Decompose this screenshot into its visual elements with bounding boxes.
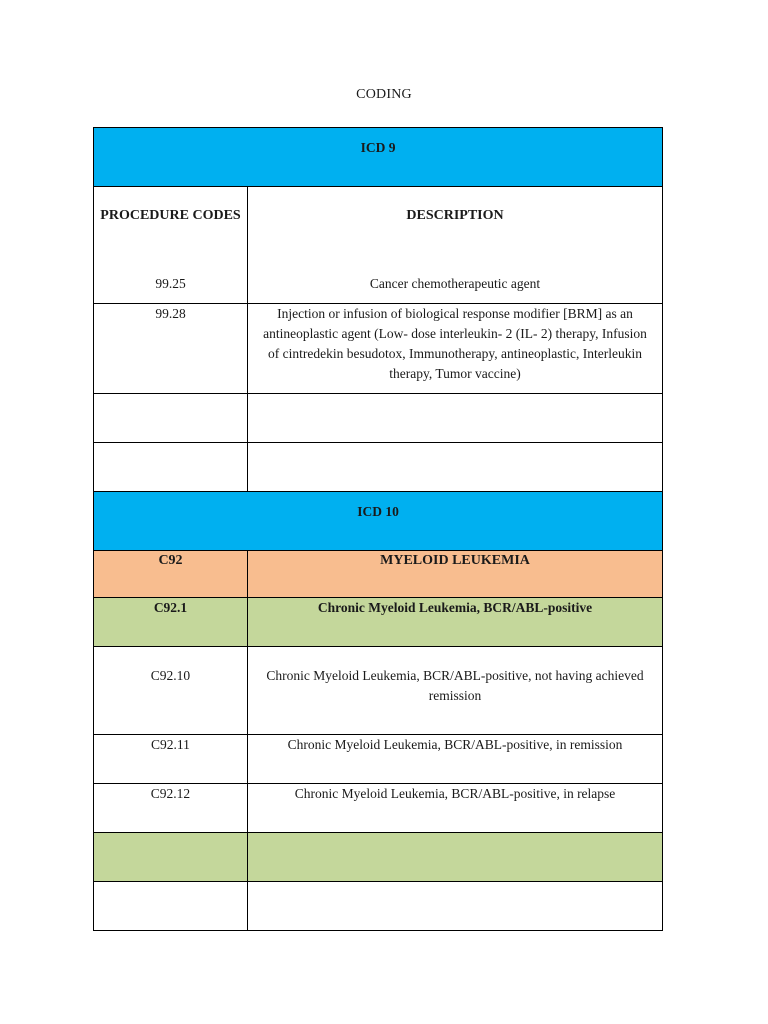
- icd10-description-cell: Chronic Myeloid Leukemia, BCR/ABL-positive, not having achieved remission: [248, 647, 663, 735]
- icd10-section-label: ICD 10: [94, 492, 663, 551]
- icd10-category-code: C92: [94, 551, 248, 598]
- icd9-column-header-row: [94, 187, 663, 304]
- icd10-subcategory-description: Chronic Myeloid Leukemia, BCR/ABL-positive: [248, 598, 663, 647]
- icd10-code-cell: [94, 833, 248, 882]
- icd10-category-description: MYELOID LEUKEMIA: [248, 551, 663, 598]
- icd10-category-row: [94, 551, 663, 598]
- icd10-description-cell: Chronic Myeloid Leukemia, BCR/ABL-positive, in remission: [248, 735, 663, 784]
- icd9-section-header: [94, 128, 663, 187]
- icd9-code-cell: 99.25: [155, 276, 186, 291]
- icd10-code-cell: C92.10: [94, 647, 248, 735]
- table-row: [94, 394, 663, 443]
- icd10-subcategory-code: C92.1: [94, 598, 248, 647]
- description-header: DESCRIPTION: [406, 208, 504, 223]
- icd9-code-header-cell: [94, 187, 248, 304]
- icd9-description-cell: Injection or infusion of biological response modifier [BRM] as an antineoplastic agent (Low- dose interleukin- 2 (IL- 2) therapy, Infusion of cintredekin besudotox, Immunotherapy, antineoplastic, Interleukin therapy, Tumor vaccine): [248, 304, 663, 394]
- coding-table: [93, 127, 663, 931]
- icd9-section-label: ICD 9: [94, 128, 663, 187]
- table-row: [94, 735, 663, 784]
- icd10-description-cell: [248, 882, 663, 931]
- icd10-section-header: [94, 492, 663, 551]
- icd9-description-cell: Cancer chemotherapeutic agent: [369, 276, 541, 291]
- page-title: CODING: [356, 87, 412, 102]
- table-row: [94, 784, 663, 833]
- icd10-description-cell: [248, 833, 663, 882]
- icd9-code-cell: [94, 443, 248, 492]
- table-row: [94, 304, 663, 394]
- icd10-description-cell: Chronic Myeloid Leukemia, BCR/ABL-positive, in relapse: [248, 784, 663, 833]
- icd9-description-cell: [248, 394, 663, 443]
- icd9-code-cell: [94, 394, 248, 443]
- icd10-code-cell: [94, 882, 248, 931]
- table-row: [94, 882, 663, 931]
- icd10-code-cell: C92.11: [94, 735, 248, 784]
- icd9-code-cell: 99.28: [94, 304, 248, 394]
- icd9-desc-header-cell: [248, 187, 663, 304]
- table-row: [94, 833, 663, 882]
- icd10-code-cell: C92.12: [94, 784, 248, 833]
- table-row: [94, 647, 663, 735]
- icd10-subcategory-row: [94, 598, 663, 647]
- icd9-description-cell: [248, 443, 663, 492]
- table-row: [94, 443, 663, 492]
- procedure-codes-header: PROCEDURE CODES: [100, 208, 241, 223]
